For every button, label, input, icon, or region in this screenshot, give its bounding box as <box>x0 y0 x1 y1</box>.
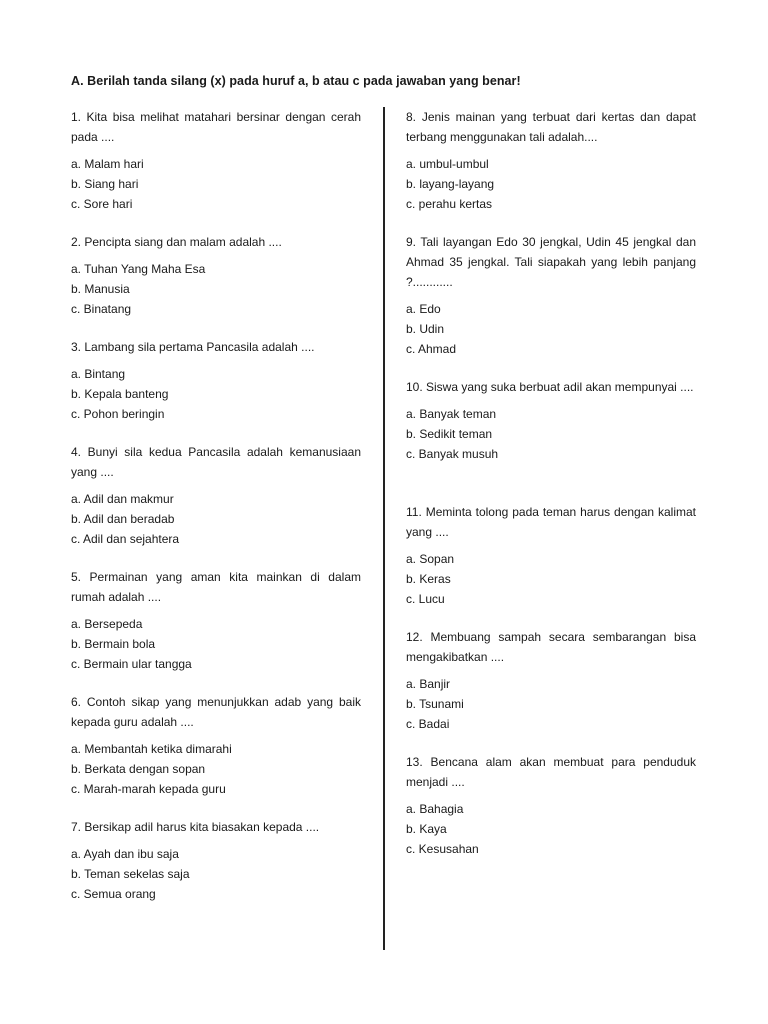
question-item <box>406 107 696 214</box>
question-text: 7. Bersikap adil harus kita biasakan kepada .... <box>71 820 320 834</box>
column-divider <box>383 107 385 950</box>
answer-option: a. Banjir <box>406 677 451 691</box>
question-text: 3. Lambang sila pertama Pancasila adalah .... <box>71 340 315 354</box>
instruction-heading: A. Berilah tanda silang (x) pada huruf a, b atau c pada jawaban yang benar! <box>71 74 521 88</box>
question-item <box>406 752 696 859</box>
answer-options <box>71 614 361 674</box>
answer-option: c. Marah-marah kepada guru <box>71 782 226 796</box>
question-item <box>406 627 696 734</box>
question-item <box>71 817 361 904</box>
answer-option: a. Bersepeda <box>71 617 143 631</box>
question-text: 10. Siswa yang suka berbuat adil akan mempunyai .... <box>406 380 694 394</box>
answer-option: a. Edo <box>406 302 441 316</box>
question-item <box>71 692 361 799</box>
question-text: 2. Pencipta siang dan malam adalah .... <box>71 235 282 249</box>
answer-option: b. Adil dan beradab <box>71 512 175 526</box>
answer-option: c. Pohon beringin <box>71 407 165 421</box>
question-text: 1. Kita bisa melihat matahari bersinar dengan cerah pada .... <box>71 110 361 144</box>
answer-option: a. Adil dan makmur <box>71 492 174 506</box>
answer-option: b. Sedikit teman <box>406 427 493 441</box>
answer-options <box>71 154 361 214</box>
answer-options <box>406 549 696 609</box>
question-text: 12. Membuang sampah secara sembarangan bisa mengakibatkan .... <box>406 630 696 664</box>
answer-option: b. Manusia <box>71 282 130 296</box>
answer-option: b. layang-layang <box>406 177 495 191</box>
answer-options <box>71 489 361 549</box>
answer-option: b. Teman sekelas saja <box>71 867 190 881</box>
question-text: 13. Bencana alam akan membuat para penduduk menjadi .... <box>406 755 696 789</box>
answer-option: a. Bahagia <box>406 802 464 816</box>
question-item <box>406 232 696 359</box>
answer-options <box>71 364 361 424</box>
question-item <box>71 107 361 214</box>
answer-option: c. Kesusahan <box>406 842 479 856</box>
question-text: 9. Tali layangan Edo 30 jengkal, Udin 45 jengkal dan Ahmad 35 jengkal. Tali siapakah yang lebih panjang ?............ <box>406 235 696 289</box>
answer-option: c. Lucu <box>406 592 445 606</box>
question-item <box>406 377 696 464</box>
answer-option: a. Membantah ketika dimarahi <box>71 742 232 756</box>
question-item <box>71 232 361 319</box>
answer-options <box>71 844 361 904</box>
answer-options <box>406 154 696 214</box>
answer-options <box>406 799 696 859</box>
question-item <box>71 442 361 549</box>
question-text: 6. Contoh sikap yang menunjukkan adab yang baik kepada guru adalah .... <box>71 695 361 729</box>
answer-option: a. Banyak teman <box>406 407 497 421</box>
answer-option: c. Badai <box>406 717 450 731</box>
answer-option: c. Bermain ular tangga <box>71 657 192 671</box>
answer-option: a. Bintang <box>71 367 126 381</box>
answer-option: c. Sore hari <box>71 197 133 211</box>
answer-option: b. Kaya <box>406 822 447 836</box>
answer-option: b. Bermain bola <box>71 637 156 651</box>
answer-option: c. Ahmad <box>406 342 457 356</box>
answer-option: c. Adil dan sejahtera <box>71 532 180 546</box>
answer-option: c. Binatang <box>71 302 132 316</box>
question-item <box>71 567 361 674</box>
answer-option: b. Udin <box>406 322 445 336</box>
answer-option: a. Tuhan Yang Maha Esa <box>71 262 206 276</box>
answer-options <box>406 404 696 464</box>
answer-option: c. perahu kertas <box>406 197 493 211</box>
answer-options <box>406 299 696 359</box>
answer-options <box>71 259 361 319</box>
question-text: 8. Jenis mainan yang terbuat dari kertas dan dapat terbang menggunakan tali adalah.... <box>406 110 696 144</box>
answer-options <box>406 674 696 734</box>
answer-option: b. Siang hari <box>71 177 139 191</box>
question-text: 4. Bunyi sila kedua Pancasila adalah kemanusiaan yang .... <box>71 445 361 479</box>
answer-option: c. Semua orang <box>71 887 156 901</box>
question-item <box>406 502 696 609</box>
answer-option: a. umbul-umbul <box>406 157 489 171</box>
answer-option: a. Malam hari <box>71 157 144 171</box>
answer-option: c. Banyak musuh <box>406 447 499 461</box>
answer-option: b. Keras <box>406 572 451 586</box>
answer-options <box>71 739 361 799</box>
answer-option: a. Sopan <box>406 552 455 566</box>
answer-option: b. Kepala banteng <box>71 387 169 401</box>
question-text: 11. Meminta tolong pada teman harus dengan kalimat yang .... <box>406 505 696 539</box>
answer-option: b. Tsunami <box>406 697 464 711</box>
answer-option: b. Berkata dengan sopan <box>71 762 206 776</box>
question-item <box>71 337 361 424</box>
question-text: 5. Permainan yang aman kita mainkan di dalam rumah adalah .... <box>71 570 361 604</box>
answer-option: a. Ayah dan ibu saja <box>71 847 179 861</box>
